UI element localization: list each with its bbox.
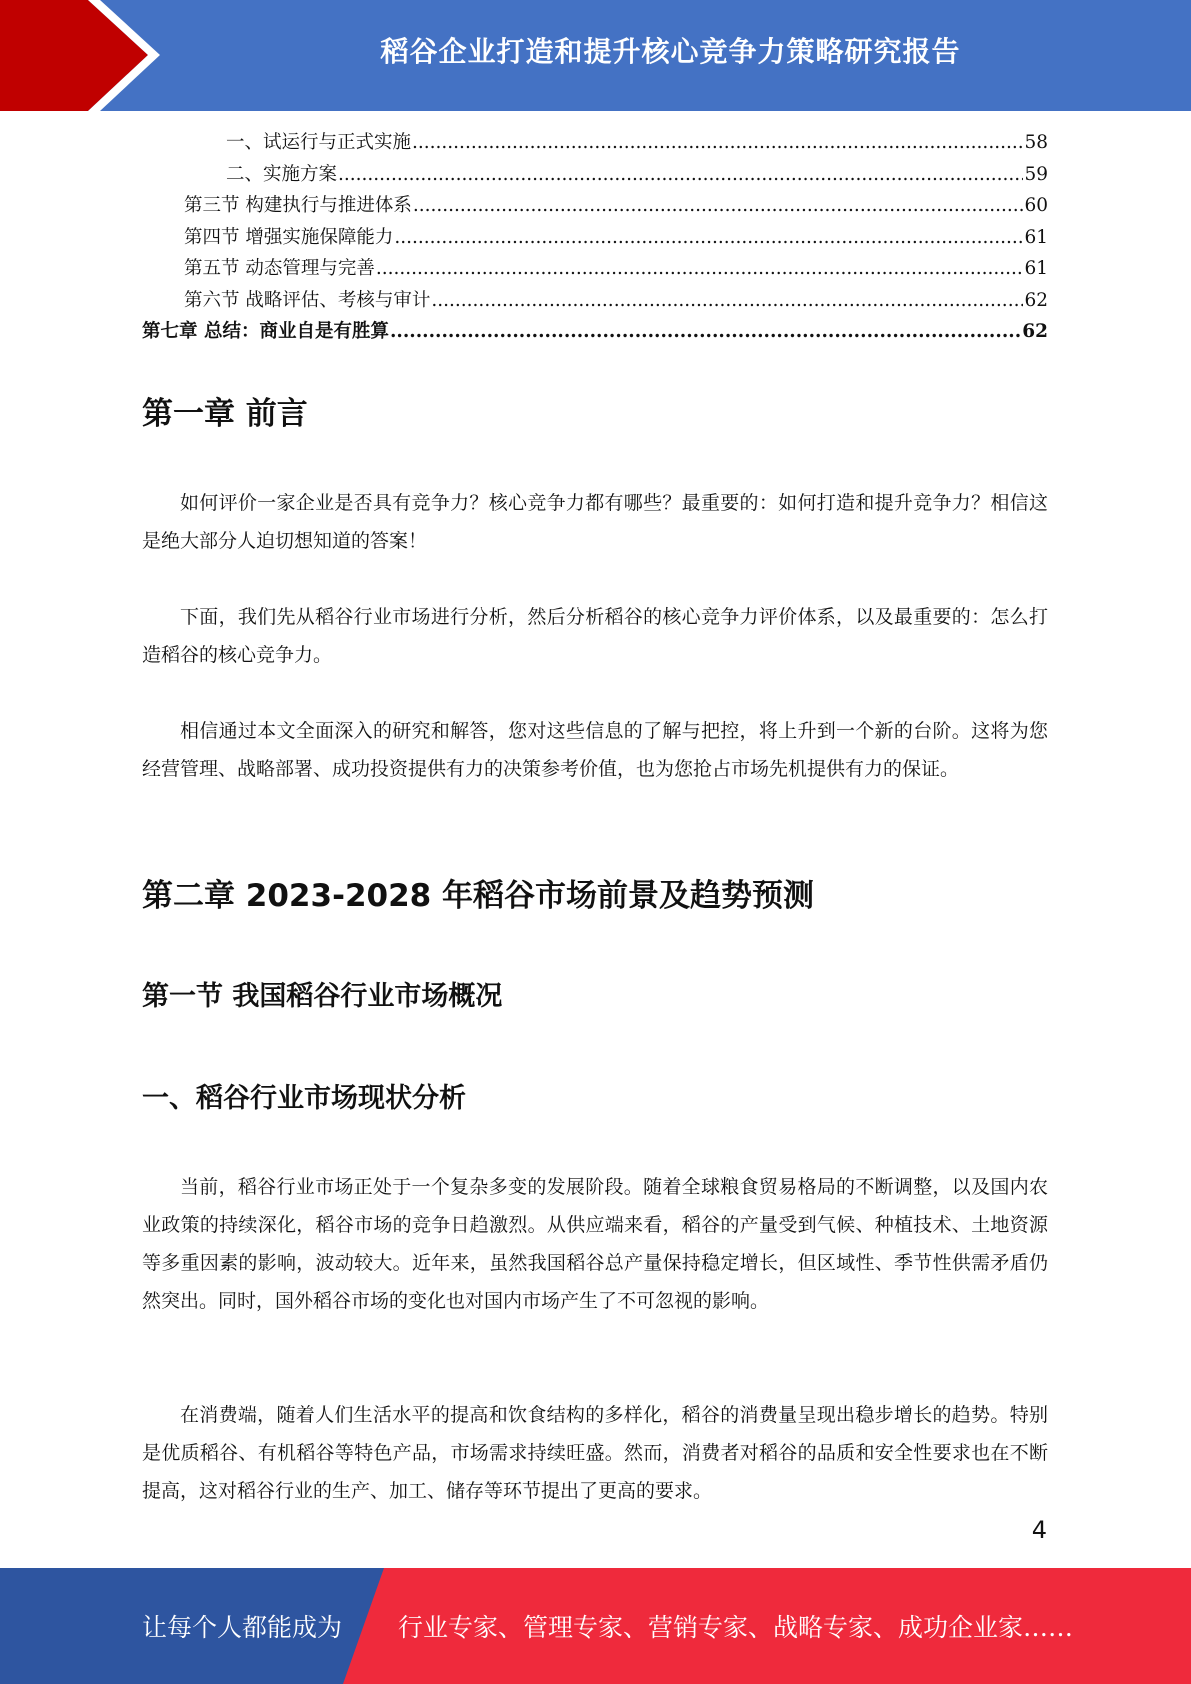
- toc-item-page: 62: [1022, 321, 1048, 342]
- report-title: 稻谷企业打造和提升核心竞争力策略研究报告: [380, 35, 961, 68]
- toc-leader-dots: [412, 127, 1023, 159]
- page-header: [0, 0, 1191, 111]
- toc-item-page: 61: [1024, 226, 1048, 248]
- table-of-contents: [142, 127, 1048, 348]
- chapter-1-paragraph: 相信通过本文全面深入的研究和解答，您对这些信息的了解与把控，将上升到一个新的台阶。这将为您经营管理、战略部署、成功投资提供有力的决策参考价值，也为您抢占市场先机提供有力的保证。: [142, 720, 1048, 780]
- toc-item-text: 第四节 增强实施保障能力: [184, 226, 394, 248]
- toc-leader-dots: [413, 190, 1024, 222]
- chapter-1-paragraph: 下面，我们先从稻谷行业市场进行分析，然后分析稻谷的核心竞争力评价体系，以及最重要的：怎么打造稻谷的核心竞争力。: [142, 606, 1048, 666]
- toc-item[interactable]: [142, 253, 1048, 285]
- toc-item-page: 60: [1024, 195, 1048, 216]
- chapter-2-paragraph: 当前，稻谷行业市场正处于一个复杂多变的发展阶段。随着全球粮食贸易格局的不断调整，以及国内农业政策的持续深化，稻谷市场的竞争日趋激烈。从供应端来看，稻谷的产量受到气候、种植技术、土地资源等多重因素的影响，波动较大。近年来，虽然我国稻谷总产量保持稳定增长，但区域性、季节性供需矛盾仍然突出。同时，国外稻谷市场的变化也对国内市场产生了不可忽视的影响。: [142, 1176, 1048, 1312]
- footer-slogan-right: 行业专家、管理专家、营销专家、战略专家、成功企业家……: [398, 1613, 1074, 1642]
- section-1-title: 第一节 我国稻谷行业市场概况: [142, 981, 503, 1012]
- toc-item-page: 58: [1024, 132, 1048, 153]
- toc-leader-dots: [394, 222, 1023, 254]
- toc-item[interactable]: [142, 285, 1048, 317]
- toc-item-text: 二、实施方案: [226, 163, 338, 185]
- toc-leader-dots: [338, 159, 1023, 191]
- toc-item-page: 62: [1024, 289, 1048, 311]
- toc-leader-dots: [390, 316, 1021, 348]
- subsection-1-title: 一、稻谷行业市场现状分析: [142, 1083, 466, 1114]
- chapter-2-title: 第二章 2023-2028 年稻谷市场前景及趋势预测: [142, 878, 815, 914]
- page-number: 4: [1031, 1516, 1047, 1544]
- chapter-2-paragraph: 在消费端，随着人们生活水平的提高和饮食结构的多样化，稻谷的消费量呈现出稳步增长的趋势。特别是优质稻谷、有机稻谷等特色产品，市场需求持续旺盛。然而，消费者对稻谷的品质和安全性要求也在不断提高，这对稻谷行业的生产、加工、储存等环节提出了更高的要求。: [142, 1404, 1048, 1502]
- toc-item-text: 第五节 动态管理与完善: [184, 258, 375, 279]
- chapter-1-title: 第一章 前言: [142, 396, 308, 432]
- toc-item[interactable]: [142, 127, 1048, 159]
- toc-item-page: 61: [1024, 258, 1048, 279]
- toc-item-page: 59: [1024, 163, 1048, 185]
- footer-slogan-left: 让每个人都能成为: [142, 1613, 343, 1642]
- page-footer: [0, 1568, 1191, 1684]
- toc-item-text: 第七章 总结：商业自是有胜算: [142, 321, 389, 342]
- toc-item-text: 第三节 构建执行与推进体系: [184, 195, 412, 216]
- toc-item-text: 第六节 战略评估、考核与审计: [184, 289, 431, 311]
- toc-item[interactable]: [142, 159, 1048, 191]
- toc-item[interactable]: [142, 222, 1048, 254]
- toc-leader-dots: [431, 285, 1023, 317]
- chapter-1-paragraph: 如何评价一家企业是否具有竞争力？核心竞争力都有哪些？最重要的：如何打造和提升竞争力？相信这是绝大部分人迫切想知道的答案！: [142, 492, 1048, 552]
- toc-item[interactable]: [142, 316, 1048, 348]
- toc-item[interactable]: [142, 190, 1048, 222]
- toc-item-text: 一、试运行与正式实施: [226, 132, 412, 153]
- toc-leader-dots: [376, 253, 1024, 285]
